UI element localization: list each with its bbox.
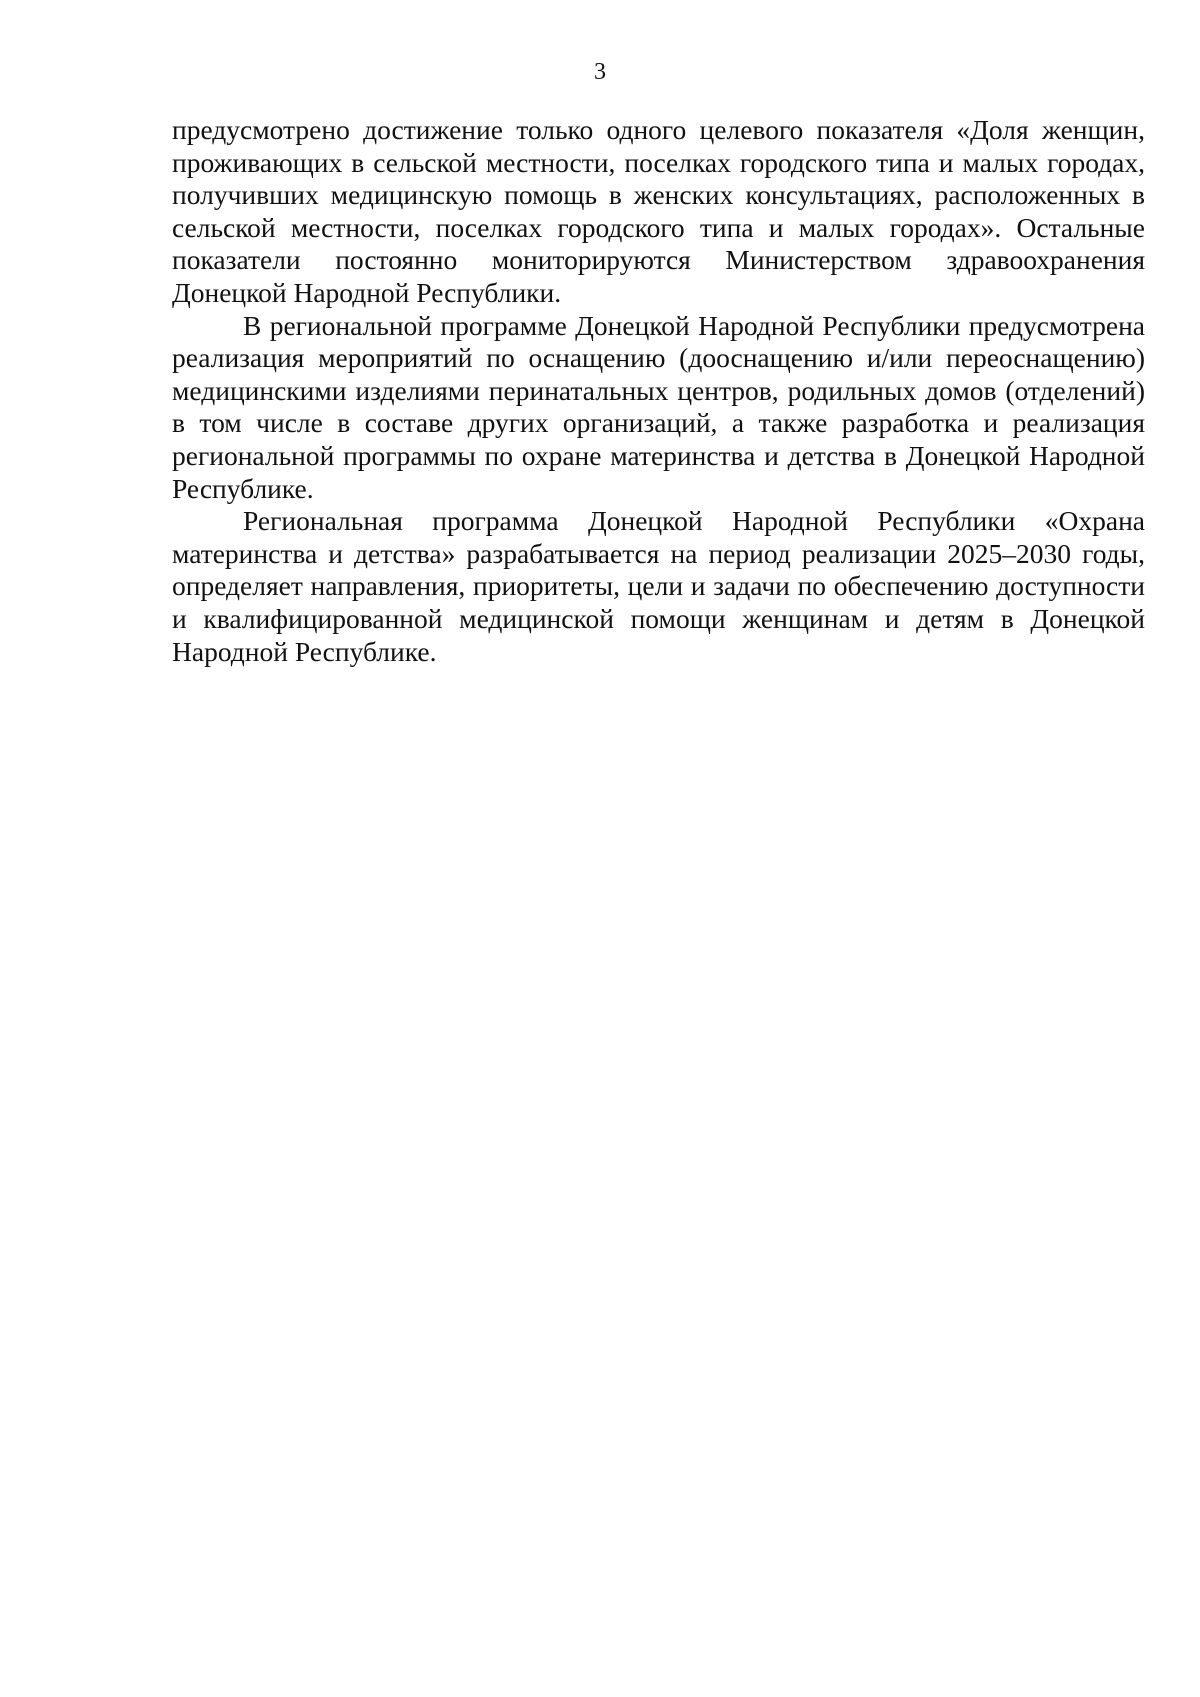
document-body [172, 114, 1145, 668]
paragraph-continuation: предусмотрено достижение только одного целевого показателя «Доля женщин, проживающих в сельской местности, поселках городского типа и малых городах, получивших медицинскую помощь в женских консультациях, расположенных в сельской местности, поселках городского типа и малых городах». Остальные показатели постоянно мониторируются Министерством здравоохранения Донецкой Народной Республики. [172, 114, 1145, 308]
page-number: 3 [594, 59, 606, 85]
paragraph-regional-program: В региональной программе Донецкой Народной Республики предусмотрена реализация мероприятий по оснащению (дооснащению и/или переоснащению) медицинскими изделиями перинатальных центров, родильных домов (отделений) в том числе в составе других организаций, а также разработка и реализация региональной программы по охране материнства и детства в Донецкой Народной Республике. [172, 309, 1145, 504]
paragraph-maternity-program: Региональная программа Донецкой Народной Республики «Охрана материнства и детства» разрабатывается на период реализации 2025–2030 годы, определяет направления, приоритеты, цели и задачи по обеспечению доступности и квалифицированной медицинской помощи женщинам и детям в Донецкой Народной Республике. [172, 505, 1145, 667]
